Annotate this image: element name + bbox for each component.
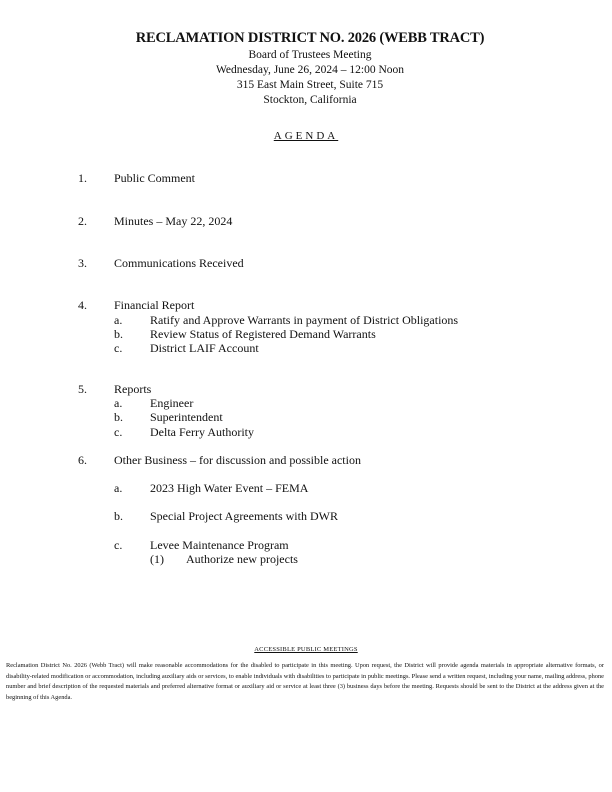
subitem-text: 2023 High Water Event – FEMA <box>150 481 309 495</box>
subitem-text: Levee Maintenance Program <box>150 538 289 552</box>
subsubitem-mark: (1) <box>150 552 164 566</box>
subitem-text: Engineer <box>150 396 194 410</box>
item-text: Public Comment <box>114 171 195 185</box>
subitem-letter: c. <box>114 425 123 439</box>
meeting-address: 315 East Main Street, Suite 715 <box>236 79 384 91</box>
subitem-letter: b. <box>114 410 123 424</box>
item-text: Other Business – for discussion and possible action <box>114 453 361 467</box>
agenda-heading: AGENDA <box>273 130 339 142</box>
accessibility-heading: ACCESSIBLE PUBLIC MEETINGS <box>254 646 358 653</box>
item-text: Communications Received <box>114 256 244 270</box>
item-text: Minutes – May 22, 2024 <box>114 214 233 228</box>
meeting-city: Stockton, California <box>263 94 357 106</box>
subitem-letter: a. <box>114 396 123 410</box>
subitem-text: Superintendent <box>150 410 223 424</box>
subitem-text: Special Project Agreements with DWR <box>150 509 338 523</box>
subitem-text: Review Status of Registered Demand Warrants <box>150 327 376 341</box>
subitem-letter: a. <box>114 313 123 327</box>
item-number: 5. <box>78 382 87 396</box>
district-title: RECLAMATION DISTRICT NO. 2026 (WEBB TRACT) <box>135 30 485 46</box>
subitem-letter: c. <box>114 341 123 355</box>
meeting-datetime: Wednesday, June 26, 2024 – 12:00 Noon <box>215 64 405 76</box>
subitem-text: Ratify and Approve Warrants in payment of District Obligations <box>150 313 459 327</box>
meeting-name: Board of Trustees Meeting <box>248 49 372 61</box>
subitem-letter: c. <box>114 538 123 552</box>
subitem-text: Delta Ferry Authority <box>150 425 254 439</box>
item-number: 1. <box>78 171 87 185</box>
accessibility-notice: Reclamation District No. 2026 (Webb Tract) will make reasonable accommodations for the disabled to participate in this meeting. Upon request, the District will provide agenda materials in appropriate alternative formats, or disability-related modification or accommodation, including auxiliary aids or services, to enable individuals with disabilities to participate in public meetings. Please send a written request, including your name, mailing address, phone number and brief description of the requested materials and preferred alternative format or auxiliary aid or service at least three (3) business days before the meeting. Requests should be sent to the District at the address given at the beginning of this Agenda. <box>6 662 604 701</box>
item-text: Reports <box>114 382 152 396</box>
subitem-letter: a. <box>114 481 123 495</box>
item-number: 4. <box>78 298 87 312</box>
item-text: Financial Report <box>114 298 195 312</box>
item-number: 3. <box>78 256 87 270</box>
document-header <box>110 28 510 108</box>
subitem-letter: b. <box>114 327 123 341</box>
item-number: 2. <box>78 214 87 228</box>
subsubitem-text: Authorize new projects <box>186 552 298 566</box>
subitem-letter: b. <box>114 509 123 523</box>
item-number: 6. <box>78 453 87 467</box>
subitem-text: District LAIF Account <box>150 341 259 355</box>
